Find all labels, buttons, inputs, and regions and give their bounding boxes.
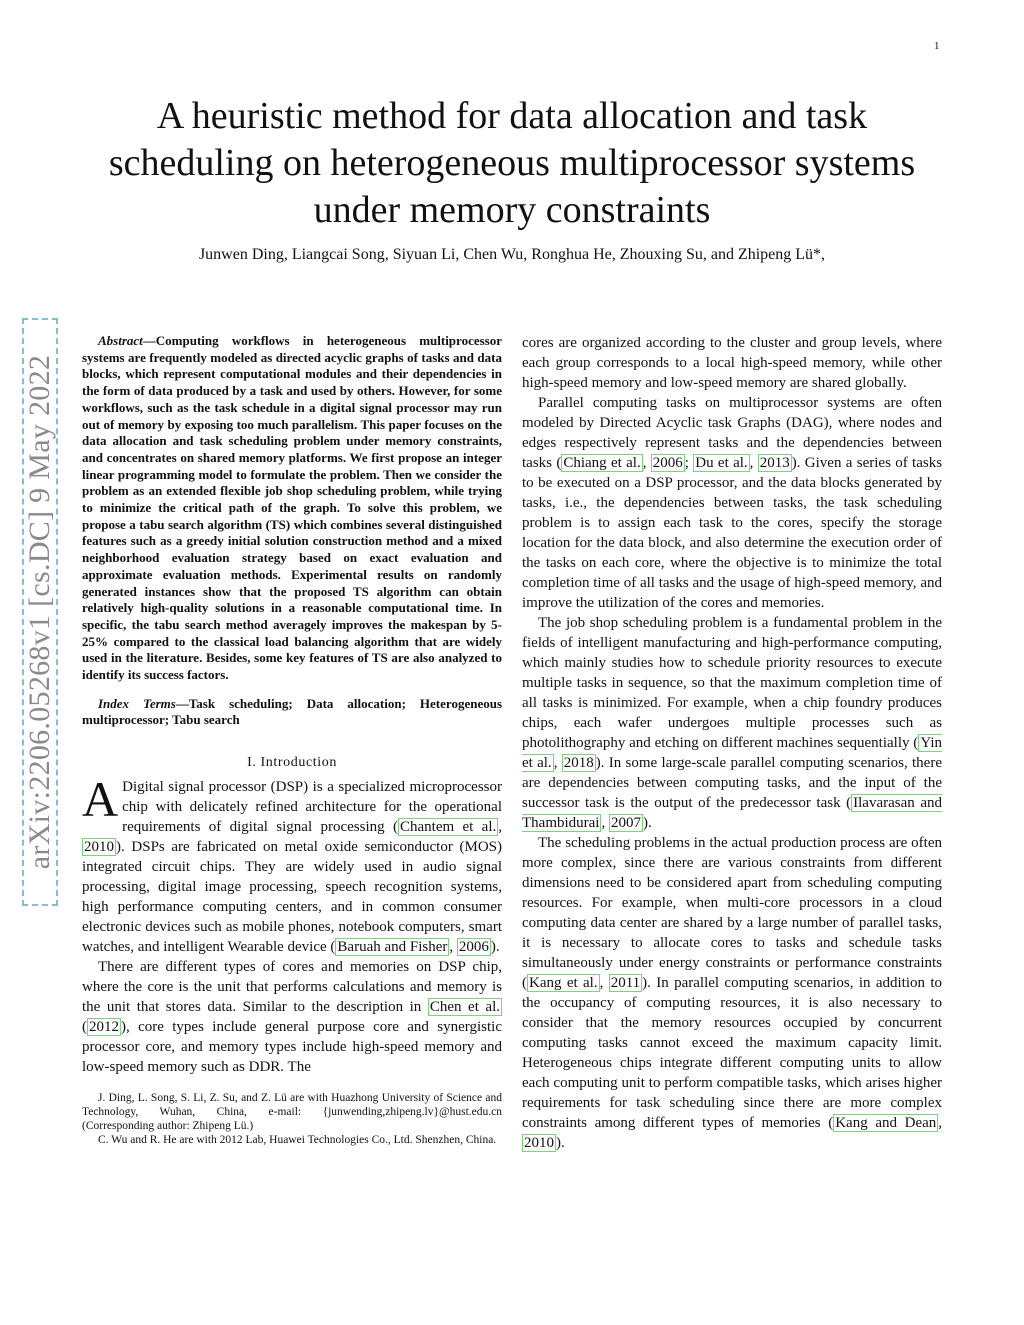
text-run: ). Given a series of tasks to be executed on a DSP processor, and the data blocks generated by tasks, i.e., the dependencies between tasks, the task scheduling problem is to assign each task to the cores, specify the storage location for the data block, and also determine the execution order of the tasks on each core, where the objective is to minimize the total completion time of all tasks and the usage of high-speed memory, and improve the utilization of the cores and memories.: [522, 455, 943, 611]
citation-link[interactable]: 2010: [84, 839, 114, 856]
index-terms-dash: —: [175, 695, 189, 711]
text-run: ;: [684, 455, 694, 471]
text-run: ,: [749, 455, 758, 471]
citation-link[interactable]: 2011: [610, 975, 641, 991]
citation-link[interactable]: 2010: [524, 1135, 554, 1151]
text-run: ,: [938, 1115, 943, 1131]
text-run: ).: [642, 815, 652, 831]
citation-link[interactable]: Kang and Dean: [835, 1115, 937, 1131]
citation-link[interactable]: Du et al.: [695, 455, 748, 471]
index-terms-label: Index Terms: [98, 695, 176, 711]
footnote-affiliation-2: C. Wu and R. He are with 2012 Lab, Huawei Technologies Co., Ltd. Shenzhen, China.: [98, 1134, 497, 1147]
citation-link[interactable]: Baruah and Fisher: [337, 939, 448, 956]
intro-paragraph-2: [82, 957, 502, 1077]
section-heading-introduction: I. Introduction: [247, 755, 337, 771]
right-paragraph-1: [522, 393, 942, 613]
citation-link[interactable]: Chiang et al.: [563, 455, 641, 471]
text-run: The scheduling problems in the actual production process are often more complex, since there are various constraints from different dimensions need to be considered apart from scheduling computing resources. For example, when multi-core processors in a cloud computing data center are shared by a large number of parallel tasks, it is necessary to allocate cores to tasks and schedule tasks simultaneously under energy constraints or performance constraints (: [522, 835, 942, 991]
right-paragraph-0: cores are organized according to the cluster and group levels, where each group corresponds to a local high-speed memory, while other high-speed memory and low-speed memory are shared globally.: [522, 335, 942, 391]
text-run: ), core types include general purpose core and synergistic processor core, and memory types include high-speed memory and low-speed memory such as DDR. The: [82, 1019, 502, 1076]
right-column: [522, 333, 942, 1153]
left-column: [82, 333, 502, 1147]
citation-link[interactable]: 2012: [89, 1019, 119, 1036]
abstract-dash: —: [142, 333, 156, 348]
citation-link[interactable]: 2006: [652, 455, 683, 471]
abstract: [82, 333, 502, 684]
intro-paragraph-1: [82, 771, 502, 957]
text-run: ).: [490, 939, 500, 956]
right-paragraph-2: [522, 613, 942, 833]
citation-link[interactable]: 2007: [610, 815, 641, 831]
text-run: ).: [556, 1135, 565, 1151]
abstract-text: Computing workflows in heterogeneous multiprocessor systems are frequently modeled as directed acyclic graphs of tasks and data blocks, which represent computational modules and their dependencies in the form of data produced by a task and used by others. However, for some workflows, such as the task schedule in a digital signal processor may run out of memory by exposing too much parallelism. This paper focuses on the data allocation and task scheduling problem under memory constraints, and concentrates on shared memory platforms. We first propose an integer linear programming model to formulate the problem. Then we consider the problem as an extended flexible job shop scheduling problem, while trying to minimize the critical path of the graph. To solve this problem, we propose a tabu search algorithm (TS) which combines several distinguished features such as a greedy initial solution construction method and a mixed neighborhood evaluation strategy based on exact evaluation and approximate evaluation methods. Experimental results on randomly generated instances show that the proposed TS algorithm can obtain relatively high-quality solutions in a reasonable computational time. In specific, the tabu search method averagely improves the makespan by 5-25% compared to the classical load balancing algorithm that are widely used in the literature. Besides, some key features of TS are also analyzed to identify its success factors.: [82, 333, 502, 683]
text-run: The job shop scheduling problem is a fundamental problem in the fields of intelligent manufacturing and high-performance computing, which mainly studies how to schedule priority resources to execute multiple tasks in sequence, so that the maximum completion time of all tasks is minimized. For example, when a chip foundry produces chips, each wafer undergoes multiple processes such as photolithography and etching on different machines sequentially (: [522, 615, 942, 751]
citation-link[interactable]: Chantem et al.: [399, 819, 497, 836]
citation-link[interactable]: 2013: [759, 455, 790, 471]
text-run: (: [82, 1019, 87, 1036]
text-run: ,: [449, 939, 457, 956]
text-run: Parallel computing tasks on multiprocessor systems are often modeled by Directed Acyclic task Graphs (DAG), where nodes and edges respectively represent tasks and the dependencies between tasks (: [522, 395, 942, 471]
drop-cap: A: [82, 771, 119, 828]
text-run: ,: [498, 819, 502, 836]
citation-link[interactable]: Yin et al.: [522, 735, 942, 771]
citation-link[interactable]: 2018: [563, 755, 594, 771]
abstract-label: Abstract: [98, 333, 143, 348]
arxiv-identifier[interactable]: arXiv:2206.05268v1 [cs.DC] 9 May 2022: [23, 354, 56, 870]
text-run: ,: [553, 755, 562, 771]
author-list: Junwen Ding, Liangcai Song, Siyuan Li, Chen Wu, Ronghua He, Zhouxing Su, and Zhipeng Lü*,: [198, 246, 826, 263]
text-run: ,: [601, 815, 609, 831]
right-paragraph-3: [522, 833, 942, 1153]
citation-link[interactable]: Ilavarasan and Thambidurai: [522, 795, 942, 831]
footnote-affiliation-1: J. Ding, L. Song, S. Li, Z. Su, and Z. Lü are with Huazhong University of Science and Technology, Wuhan, China, e-mail: {junwending,zhipeng.lv}@hust.edu.cn (Corresponding author: Zhipeng Lü.): [82, 1092, 502, 1133]
citation-link[interactable]: Kang et al.: [529, 975, 598, 991]
text-run: There are different types of cores and memories on DSP chip, where the core is the unit that performs calculations and memory is the unit that stores data. Similar to the description in: [82, 959, 502, 1016]
index-terms: [82, 696, 502, 729]
text-run: ). In some large-scale parallel computing scenarios, there are dependencies between computing tasks, and the input of the successor task is the output of the predecessor task (: [522, 755, 942, 811]
citation-link[interactable]: Chen et al.: [429, 999, 500, 1016]
text-run: Digital signal processor (DSP) is a specialized microprocessor chip with delicately refined architecture for the operational requirements of digital signal processing (: [122, 779, 502, 836]
text-run: ,: [642, 455, 651, 471]
text-run: ). In parallel computing scenarios, in addition to the occupancy of computing resources, it is also necessary to consider that the memory resources occupied by concurrent computing tasks cannot exceed the maximum capacity limit. Heterogeneous chips integrate different computing units to allow each computing unit to perform compatible tasks, which arises higher requirements for task scheduling since there are more complex constraints among different types of memories (: [522, 975, 943, 1131]
citation-link[interactable]: 2006: [458, 939, 489, 956]
index-terms-text: Task scheduling; Data allocation; Heterogeneous multiprocessor; Tabu search: [82, 695, 503, 728]
text-run: ,: [599, 975, 609, 991]
text-run: ). DSPs are fabricated on metal oxide semiconductor (MOS) integrated circuit chips. They are widely used in audio signal processing, digital image processing, speech recognition systems, high performance computing centers, and in common consumer electronic devices such as mobile phones, notebook computers, smart watches, and intelligent Wearable device (: [82, 839, 502, 956]
page-number: 1: [934, 40, 940, 52]
paper-title: A heuristic method for data allocation and task scheduling on heterogeneous multiprocessor systems under memory constraints: [108, 95, 916, 231]
